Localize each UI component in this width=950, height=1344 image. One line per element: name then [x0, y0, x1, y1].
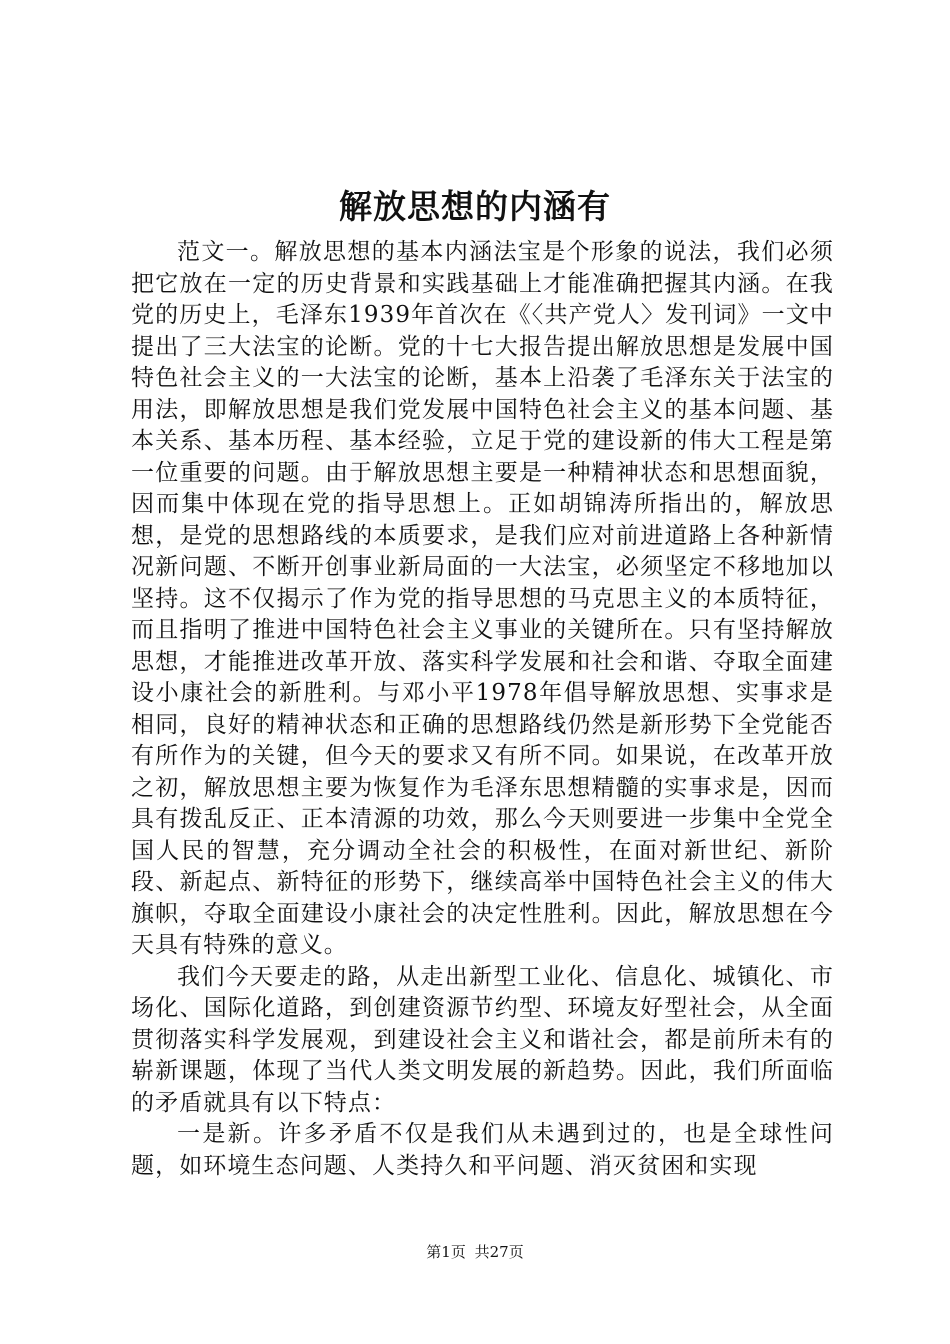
paragraph-2: 我们今天要走的路，从走出新型工业化、信息化、城镇化、市场化、国际化道路，到创建资源节约型、环境友好型社会，从全面贯彻落实科学发展观，到建设社会主义和谐社会，都是前所未有的崭新课题，体现了当代人类文明发展的新趋势。因此，我们所面临的矛盾就具有以下特点： — [131, 963, 834, 1116]
page-footer — [0, 1242, 950, 1262]
page-number: 第1页 — [426, 1243, 466, 1261]
paragraph-1: 范文一。解放思想的基本内涵法宝是个形象的说法，我们必须把它放在一定的历史背景和实践基础上才能准确把握其内涵。在我党的历史上，毛泽东1939年首次在《〈共产党人〉发刊词》一文中提出了三大法宝的论断。党的十七大报告提出解放思想是发展中国特色社会主义的一大法宝的论断，基本上沿袭了毛泽东关于法宝的用法，即解放思想是我们党发展中国特色社会主义的基本问题、基本关系、基本历程、基本经验，立足于党的建设新的伟大工程是第一位重要的问题。由于解放思想主要是一种精神状态和思想面貌，因而集中体现在党的指导思想上。正如胡锦涛所指出的，解放思想，是党的思想路线的本质要求，是我们应对前进道路上各种新情况新问题、不断开创事业新局面的一大法宝，必须坚定不移地加以坚持。这不仅揭示了作为党的指导思想的马克思主义的本质特征，而且指明了推进中国特色社会主义事业的关键所在。只有坚持解放思想，才能推进改革开放、落实科学发展和社会和谐、夺取全面建设小康社会的新胜利。与邓小平1978年倡导解放思想、实事求是相同，良好的精神状态和正确的思想路线仍然是新形势下全党能否有所作为的关键，但今天的要求又有所不同。如果说，在改革开放之初，解放思想主要为恢复作为毛泽东思想精髓的实事求是，因而具有拨乱反正、正本清源的功效，那么今天则要进一步集中全党全国人民的智慧，充分调动全社会的积极性，在面对新世纪、新阶段、新起点、新特征的形势下，继续高举中国特色社会主义的伟大旗帜，夺取全面建设小康社会的决定性胜利。因此，解放思想在今天具有特殊的意义。 — [131, 239, 834, 958]
document-title: 解放思想的内涵有 — [339, 187, 611, 226]
document-body — [131, 237, 834, 1182]
page-total: 共27页 — [474, 1243, 524, 1261]
paragraph-3: 一是新。许多矛盾不仅是我们从未遇到过的，也是全球性问题，如环境生态问题、人类持久和平问题、消灭贫困和实现 — [131, 1121, 834, 1179]
